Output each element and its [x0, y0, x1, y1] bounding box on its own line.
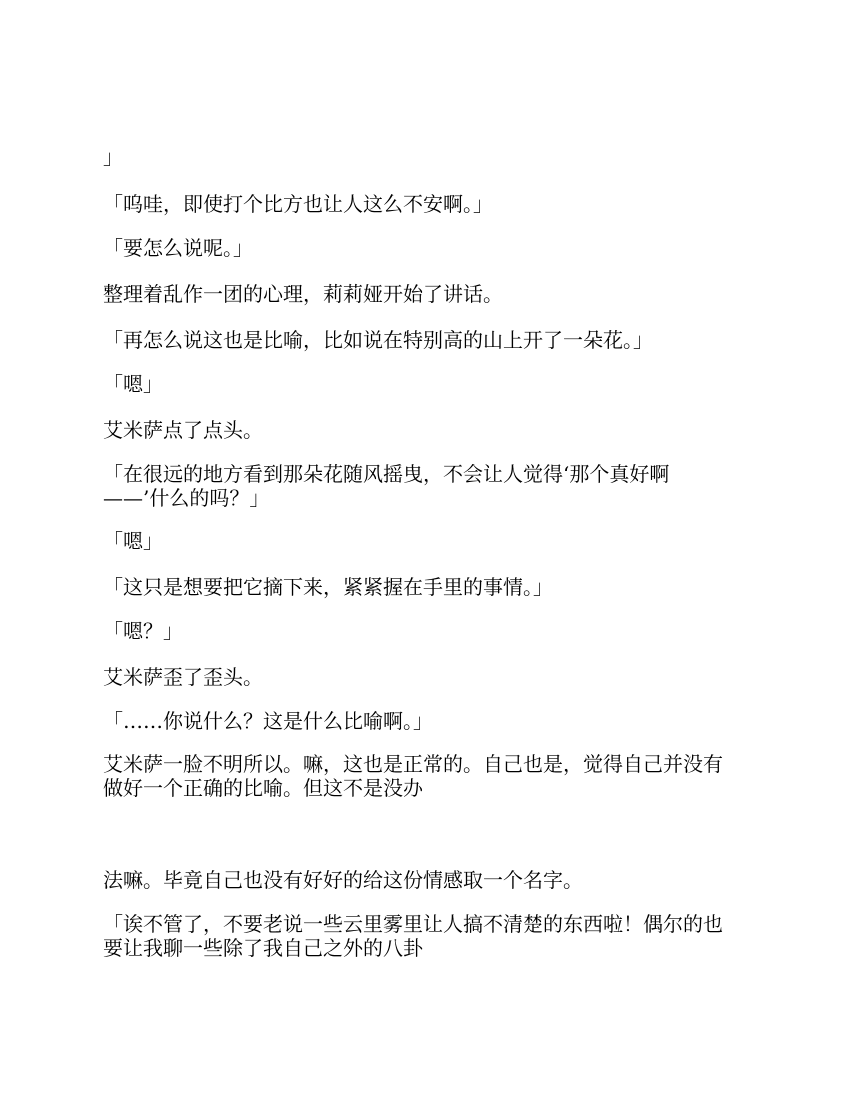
text-paragraph: 艾米萨点了点头。: [103, 418, 263, 442]
text-paragraph: 「这只是想要把它摘下来，紧紧握在手里的事情。」: [103, 575, 553, 599]
text-paragraph: 「呜哇，即使打个比方也让人这么不安啊。」: [103, 192, 493, 216]
text-paragraph: 「诶不管了，不要老说一些云里雾里让人搞不清楚的东西啦！偶尔的也 要让我聊一些除了我自己之外的八卦: [103, 912, 723, 960]
text-paragraph: 艾米萨歪了歪头。: [103, 665, 263, 689]
text-paragraph: 「在很远的地方看到那朵花随风摇曳，不会让人觉得‘那个真好啊 ——’什么的吗？」: [103, 462, 670, 510]
text-paragraph: 整理着乱作一团的心理，莉莉娅开始了讲话。: [103, 282, 503, 306]
text-paragraph: 「要怎么说呢。」: [103, 236, 253, 260]
text-paragraph: 艾米萨一脸不明所以。嘛，这也是正常的。自己也是，觉得自己并没有 做好一个正确的比喻。但这不是没办: [103, 752, 723, 800]
text-paragraph: 「……你说什么？这是什么比喻啊。」: [103, 709, 433, 733]
text-paragraph: 」: [103, 145, 123, 169]
text-paragraph: 「嗯」: [103, 529, 163, 553]
text-paragraph: 「再怎么说这也是比喻，比如说在特别高的山上开了一朵花。」: [103, 328, 653, 352]
text-paragraph: 「嗯？」: [103, 619, 183, 643]
text-paragraph: 「嗯」: [103, 372, 163, 396]
text-paragraph: 法嘛。毕竟自己也没有好好的给这份情感取一个名字。: [103, 868, 583, 892]
